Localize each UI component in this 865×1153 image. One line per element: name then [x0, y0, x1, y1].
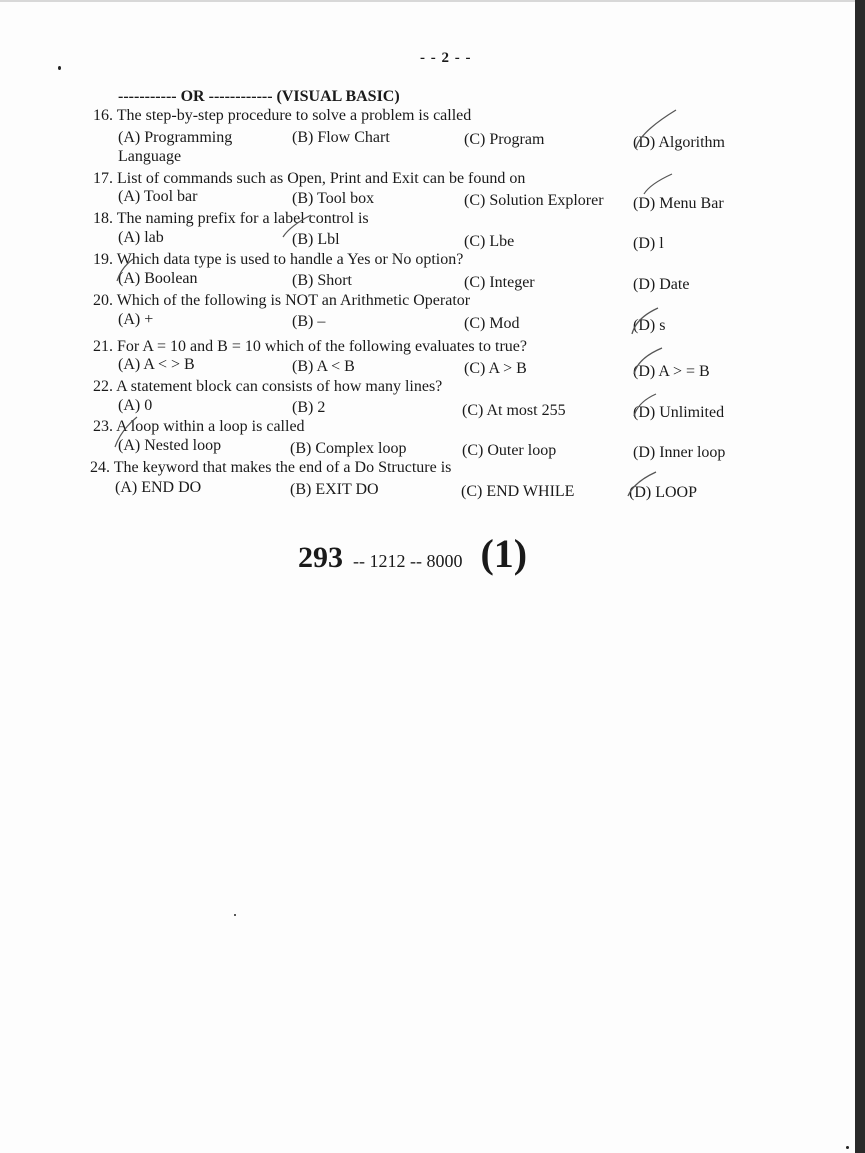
pencil-tick-q16: [632, 106, 680, 152]
option-a: (A) Boolean: [118, 270, 198, 287]
option-c: (C) Mod: [464, 315, 520, 332]
option-a: (A) A < > B: [118, 356, 195, 373]
option-b: (B) Short: [292, 272, 352, 289]
question-stem: 22. A statement block can consists of how many lines?: [93, 378, 443, 395]
option-c: (C) Outer loop: [462, 442, 557, 459]
option-a: (A) +: [118, 311, 154, 328]
option-c: (C) A > B: [464, 360, 527, 377]
question-stem: 21. For A = 10 and B = 10 which of the following evaluates to true?: [93, 338, 527, 355]
scan-edge-right: [855, 0, 865, 1153]
option-b: (B) Tool box: [292, 190, 375, 207]
option-b: (B) Complex loop: [290, 440, 407, 457]
option-d: (D) Date: [633, 276, 690, 293]
question-stem: 19. Which data type is used to handle a Yes or No option?: [93, 251, 464, 268]
option-b: (B) A < B: [292, 358, 355, 375]
option-b: (B) Lbl: [292, 231, 340, 248]
option-a: (A) END DO: [115, 479, 202, 496]
option-d: (D) Menu Bar: [633, 195, 724, 212]
pencil-tick-q19: [114, 256, 136, 284]
question-stem: 16. The step-by-step procedure to solve a problem is called: [93, 107, 472, 124]
question-stem: 17. List of commands such as Open, Print and Exit can be found on: [93, 170, 526, 187]
option-c: (C) At most 255: [462, 402, 566, 419]
page-number: - - 2 - -: [420, 50, 472, 66]
option-c: (C) END WHILE: [461, 483, 575, 500]
question-stem: 20. Which of the following is NOT an Arithmetic Operator: [93, 292, 471, 309]
option-b: (B) 2: [292, 399, 326, 416]
paper-code-mid: -- 1212 -- 8000: [353, 551, 463, 571]
option-a: (A) lab: [118, 229, 164, 246]
scan-edge-top: [0, 0, 865, 2]
pencil-tick-q24: [624, 468, 660, 500]
question-stem: 24. The keyword that makes the end of a Do Structure is: [90, 459, 452, 476]
option-c: (C) Program: [464, 131, 545, 148]
question-stem: 23. A loop within a loop is called: [93, 418, 305, 435]
paper-code-paren: (1): [480, 531, 528, 576]
option-b: (B) Flow Chart: [292, 129, 390, 146]
option-a: (A) Nested loop: [118, 437, 222, 454]
option-d: (D) l: [633, 235, 664, 252]
option-d: (D) Inner loop: [633, 444, 726, 461]
pencil-tick-q21: [630, 344, 666, 378]
scan-speck: [58, 66, 61, 70]
option-d: (D) Algorithm: [633, 134, 725, 151]
paper-code-main: 293: [298, 541, 343, 574]
option-a: (A) Programming Language: [118, 129, 233, 165]
pencil-tick-q18: [280, 212, 314, 240]
scan-speck: [234, 914, 236, 916]
option-a: (A) Tool bar: [118, 188, 198, 205]
pencil-tick-q22: [630, 390, 660, 420]
option-d: (D) LOOP: [629, 484, 697, 501]
section-header: ----------- OR ------------ (VISUAL BASIC): [118, 88, 400, 105]
pencil-tick-q20: [628, 304, 662, 338]
option-c: (C) Solution Explorer: [464, 192, 604, 209]
pencil-tick-q23: [112, 414, 140, 450]
question-stem: 18. The naming prefix for a label control is: [93, 210, 369, 227]
option-c: (C) Integer: [464, 274, 535, 291]
option-b: (B) –: [292, 313, 326, 330]
option-b: (B) EXIT DO: [290, 481, 379, 498]
option-c: (C) Lbe: [464, 233, 515, 250]
paper-code: [298, 530, 527, 577]
pencil-tick-q17: [640, 170, 676, 198]
option-a: (A) 0: [118, 397, 153, 414]
option-d: (D) s: [633, 317, 666, 334]
option-d: (D) Unlimited: [633, 404, 725, 421]
scan-speck: [846, 1146, 849, 1149]
option-d: (D) A > = B: [633, 363, 710, 380]
